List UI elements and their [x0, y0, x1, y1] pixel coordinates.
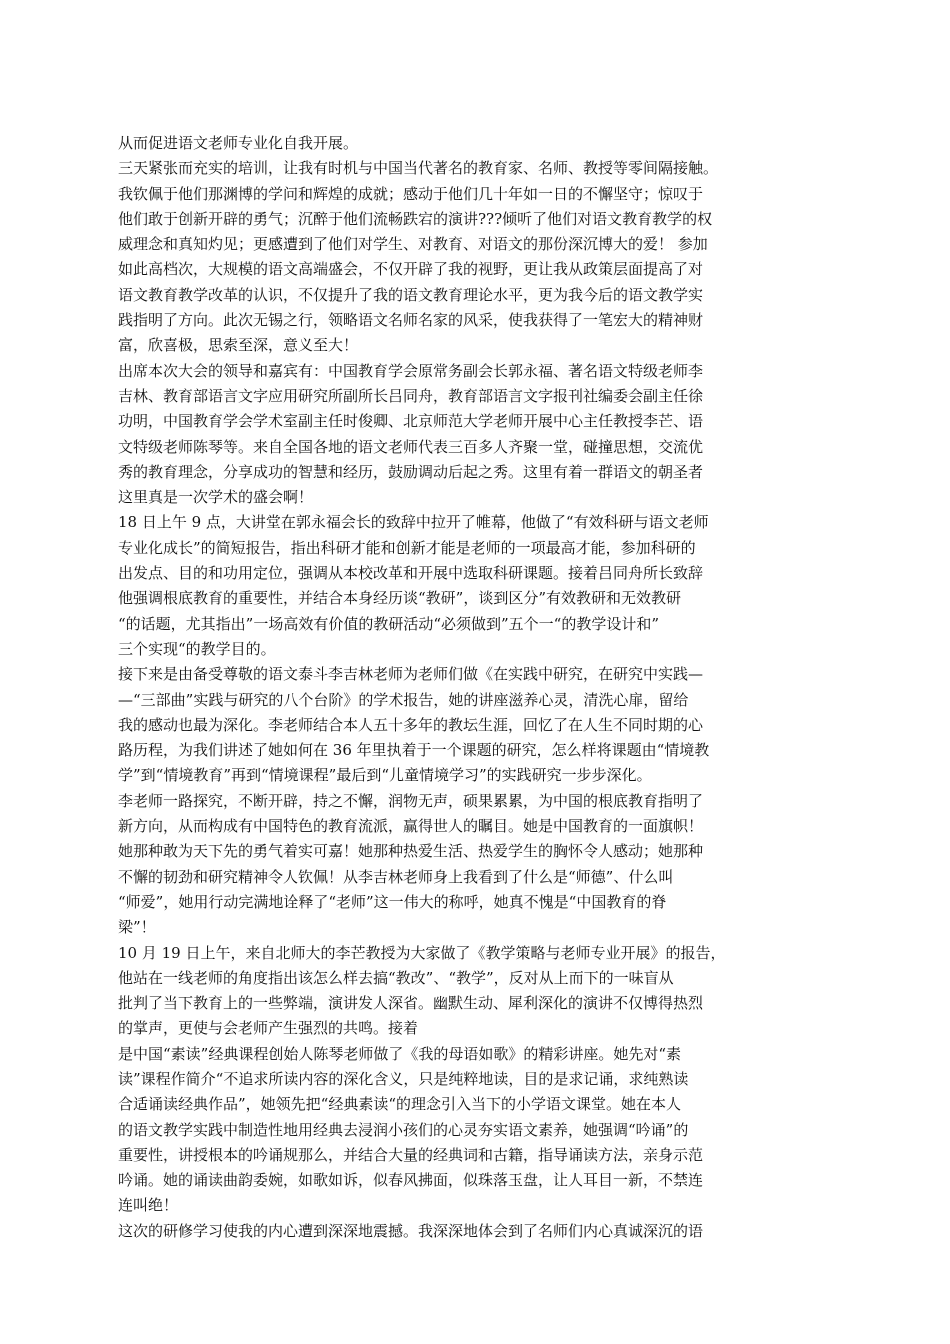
- text-line: 接下来是由备受尊敬的语文泰斗李吉林老师为老师们做《在实践中研究，在研究中实践—: [118, 665, 704, 684]
- paragraph: [118, 1219, 830, 1244]
- text-line: 连叫绝！: [118, 1196, 179, 1215]
- text-line: “的话题，尤其指出”一场高效有价值的教研活动“必须做到”五个一“的教学设计和”: [118, 614, 660, 633]
- text-line: 读”课程作简介“不追求所读内容的深化含义，只是纯粹地读，目的是求记诵，求纯熟读: [118, 1069, 689, 1088]
- text-line: 路历程，为我们讲述了她如何在 36 年里执着于一个课题的研究，怎么样将课题由“情境教: [118, 741, 710, 760]
- paragraph: [118, 1042, 830, 1219]
- text-line: 威理念和真知灼见；更感遭到了他们对学生、对教育、对语文的那份深沉博大的爱！ 参加: [118, 235, 708, 254]
- paragraph: [118, 510, 830, 662]
- text-line: 吟诵。她的诵读曲韵委婉，如歌如诉，似春风拂面，似珠落玉盘，让人耳目一新，不禁连: [118, 1171, 704, 1190]
- text-line: 这次的研修学习使我的内心遭到深深地震撼。我深深地体会到了名师们内心真诚深沉的语: [118, 1221, 704, 1240]
- text-line: 10 月 19 日上午，来自北师大的李芒教授为大家做了《教学策略与老师专业开展》的报告，: [118, 943, 726, 962]
- text-line: 富，欣喜极，思索至深，意义至大！: [118, 336, 359, 355]
- document-body: [118, 131, 830, 1244]
- text-line: 李老师一路探究，不断开辟，持之不懈，润物无声，硕果累累，为中国的根底教育指明了: [118, 791, 704, 810]
- text-line: “师爱”，她用行动完满地诠释了“老师”这一伟大的称呼，她真不愧是“中国教育的脊: [118, 892, 667, 911]
- text-line: 是中国“素读”经典课程创始人陈琴老师做了《我的母语如歌》的精彩讲座。她先对“素: [118, 1044, 682, 1063]
- text-line: 专业化成长”的简短报告，指出科研才能和创新才能是老师的一项最高才能，参加科研的: [118, 538, 696, 557]
- text-line: 文特级老师陈琴等。来自全国各地的语文老师代表三百多人齐聚一堂，碰撞思想，交流优: [118, 437, 704, 456]
- text-line: 不懈的韧劲和研究精神令人钦佩！从李吉林老师身上我看到了什么是“师德”、什么叫: [118, 867, 674, 886]
- text-line: 这里真是一次学术的盛会啊！: [118, 488, 314, 507]
- paragraph: [118, 131, 830, 156]
- text-line: 如此高档次，大规模的语文高端盛会，不仅开辟了我的视野，更让我从政策层面提高了对: [118, 260, 704, 279]
- text-line: 合适诵读经典作品”，她领先把“经典素读“的理念引入当下的小学语文课堂。她在本人: [118, 1095, 682, 1114]
- text-line: 践指明了方向。此次无锡之行，领略语文名师名家的风采，使我获得了一笔宏大的精神财: [118, 311, 704, 330]
- text-line: 功明，中国教育学会学术室副主任时俊卿、北京师范大学老师开展中心主任教授李芒、语: [118, 412, 704, 431]
- text-line: 她那种敢为天下先的勇气着实可嘉！她那种热爱生活、热爱学生的胸怀令人感动；她那种: [118, 842, 704, 861]
- text-line: 梁”！: [118, 918, 156, 937]
- text-line: 三天紧张而充实的培训，让我有时机与中国当代著名的教育家、名师、教授等零间隔接触。: [118, 159, 719, 178]
- text-line: 我钦佩于他们那渊博的学问和辉煌的成就；感动于他们几十年如一日的不懈坚守；惊叹于: [118, 184, 704, 203]
- text-line: 出席本次大会的领导和嘉宾有：中国教育学会原常务副会长郭永福、著名语文特级老师李: [118, 361, 704, 380]
- text-line: 三个实现“的教学目的。: [118, 639, 276, 658]
- text-line: 出发点、目的和功用定位，强调从本校改革和开展中选取科研课题。接着吕同舟所长致辞: [118, 564, 704, 583]
- paragraph: [118, 359, 830, 511]
- text-line: 学”到“情境教育”再到“情境课程”最后到“儿童情境学习”的实践研究一步步深化。: [118, 766, 652, 785]
- text-line: 他们敢于创新开辟的勇气；沉醉于他们流畅跌宕的演讲???倾听了他们对语文教育教学的权: [118, 209, 713, 228]
- text-line: 新方向，从而构成有中国特色的教育流派，赢得世人的瞩目。她是中国教育的一面旗帜！: [118, 817, 704, 836]
- paragraph: [118, 156, 830, 358]
- text-line: 语文教育教学改革的认识，不仅提升了我的语文教育理论水平，更为我今后的语文教学实: [118, 285, 704, 304]
- text-line: 从而促进语文老师专业化自我开展。: [118, 134, 359, 152]
- text-line: 秀的教育理念，分享成功的智慧和经历，鼓励调动后起之秀。这里有着一群语文的朝圣者: [118, 462, 704, 481]
- text-line: 重要性，讲授根本的吟诵规那么，并结合大量的经典词和古籍，指导诵读方法，亲身示范: [118, 1145, 704, 1164]
- text-line: 吉林、教育部语言文字应用研究所副所长吕同舟，教育部语言文字报刊社编委会副主任徐: [118, 386, 704, 405]
- text-line: 18 日上午 9 点，大讲堂在郭永福会长的致辞中拉开了帷幕，他做了“有效科研与语文老师: [118, 513, 709, 532]
- text-line: 批判了当下教育上的一些弊端，演讲发人深省。幽默生动、犀利深化的演讲不仅博得热烈: [118, 994, 704, 1013]
- text-line: 的语文教学实践中制造性地用经典去浸润小孩们的心灵夯实语文素养，她强调“吟诵”的: [118, 1120, 689, 1139]
- text-line: 我的感动也最为深化。李老师结合本人五十多年的教坛生涯，回忆了在人生不同时期的心: [118, 715, 704, 734]
- paragraph: [118, 662, 830, 940]
- text-line: —“三部曲”实践与研究的八个台阶》的学术报告，她的讲座滋养心灵，清洗心扉，留给: [118, 690, 689, 709]
- text-line: 的掌声，更使与会老师产生强烈的共鸣。接着: [118, 1019, 419, 1038]
- paragraph: [118, 941, 830, 1042]
- text-line: 他站在一线老师的角度指出该怎么样去搞“教改”、“教学”，反对从上而下的一味盲从: [118, 968, 674, 987]
- text-line: 他强调根底教育的重要性，并结合本身经历谈“教研”，谈到区分”有效教研和无效教研: [118, 589, 682, 608]
